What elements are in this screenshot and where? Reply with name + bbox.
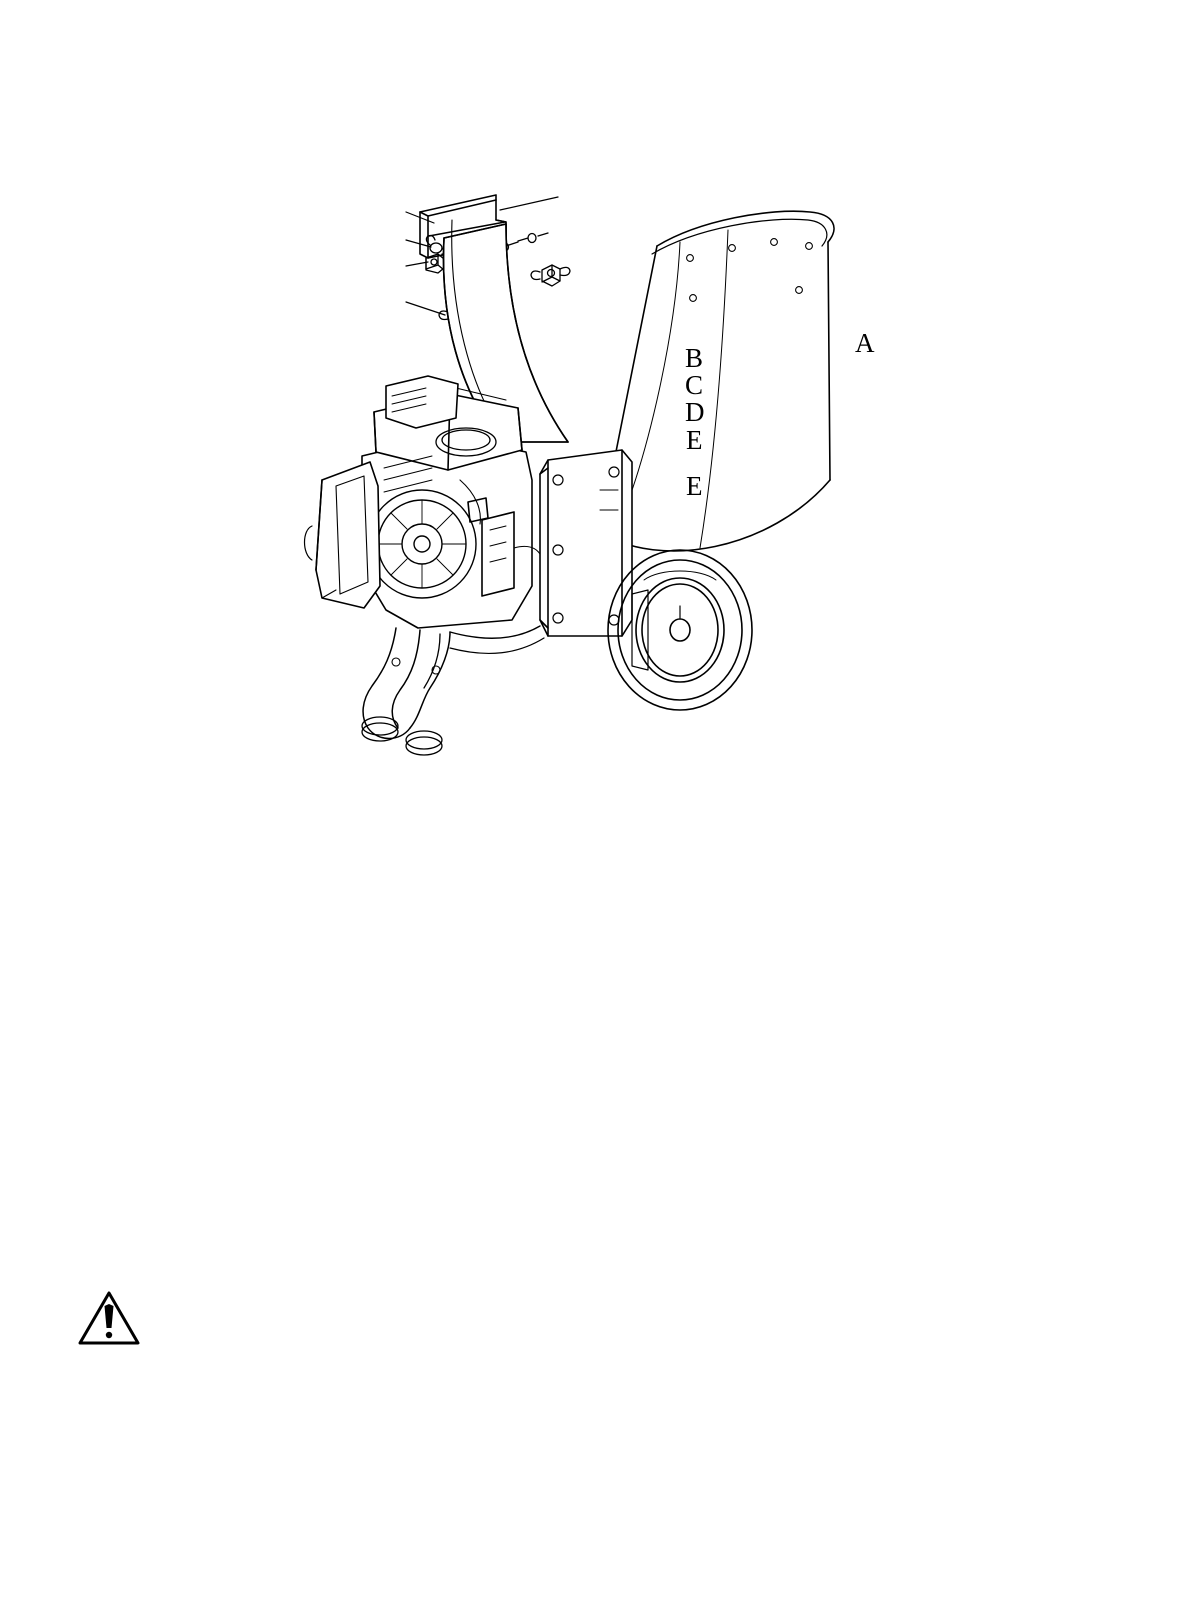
- callout-label-b: B: [685, 343, 704, 373]
- assembly-figure: [300, 150, 920, 790]
- callout-label-d: D: [685, 397, 705, 427]
- warning-triangle-icon: [78, 1290, 140, 1346]
- warning-notice: [78, 1290, 1108, 1346]
- callout-label-a: A: [855, 328, 875, 358]
- callout-label-e-upper: E: [686, 425, 703, 455]
- chipper-illustration: [300, 150, 920, 790]
- callout-label-e-lower: E: [686, 471, 703, 501]
- callout-label-c: C: [685, 370, 704, 400]
